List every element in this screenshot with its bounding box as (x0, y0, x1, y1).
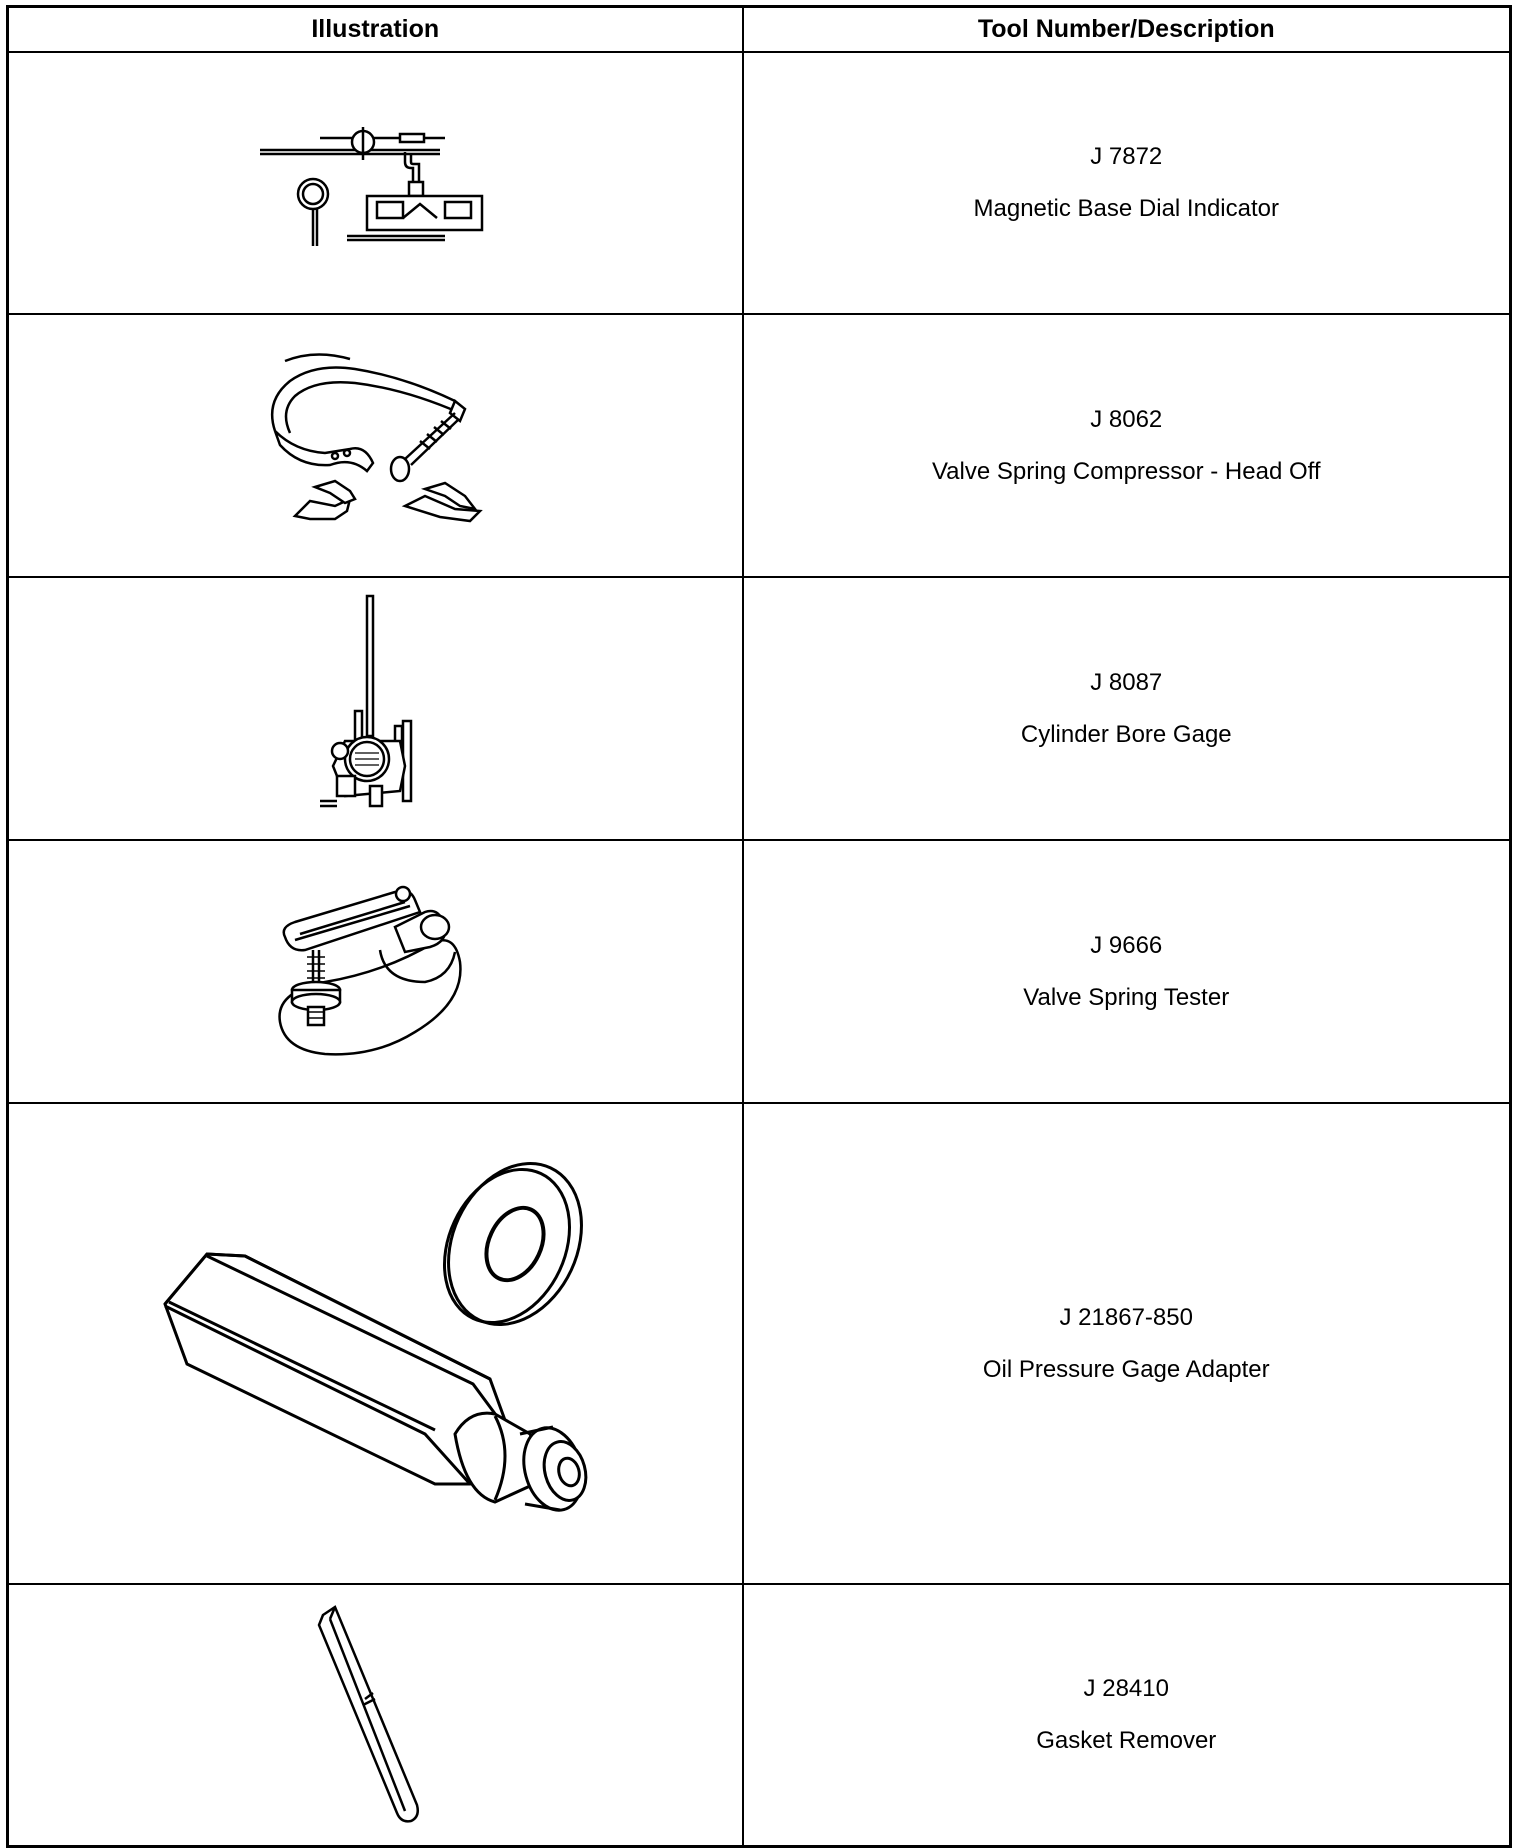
description-cell (743, 314, 1511, 577)
tool-description: Magnetic Base Dial Indicator (973, 195, 1279, 222)
cylinder-bore-gage-illustration (315, 591, 435, 826)
tool-description: Valve Spring Compressor - Head Off (931, 457, 1321, 485)
description-cell (743, 577, 1511, 840)
tool-number: J 9666 (1090, 931, 1163, 959)
valve-spring-tester-illustration (265, 872, 485, 1072)
illustration-cell (8, 314, 743, 577)
tool-number: J 7872 (1090, 143, 1163, 170)
oil-pressure-gage-adapter-illustration (135, 1134, 615, 1554)
header-row (8, 7, 1511, 53)
magnetic-base-dial-indicator-illustration (255, 118, 495, 248)
illustration-cell (8, 1584, 743, 1846)
tool-description: Gasket Remover (1036, 1726, 1217, 1754)
description-cell (743, 840, 1511, 1103)
gasket-remover-illustration (305, 1595, 445, 1835)
table-row (8, 840, 1511, 1103)
description-cell (743, 1103, 1511, 1584)
table-row (8, 52, 1511, 314)
table-row (8, 1103, 1511, 1584)
special-tools-table (6, 5, 1512, 1848)
illustration-column-header: Illustration (8, 7, 743, 53)
illustration-cell (8, 1103, 743, 1584)
table-row (8, 577, 1511, 840)
tool-number: J 8087 (1090, 668, 1163, 696)
table-row (8, 1584, 1511, 1846)
table-row (8, 314, 1511, 577)
illustration-cell (8, 577, 743, 840)
tool-description: Cylinder Bore Gage (1020, 720, 1232, 748)
tool-description: Oil Pressure Gage Adapter (982, 1355, 1270, 1383)
tool-description: Valve Spring Tester (1023, 983, 1230, 1011)
illustration-cell (8, 52, 743, 314)
description-cell (743, 52, 1511, 314)
valve-spring-compressor-illustration (255, 341, 495, 551)
tool-number: J 21867-850 (1059, 1303, 1193, 1331)
description-cell (743, 1584, 1511, 1846)
description-column-header: Tool Number/Description (743, 7, 1511, 53)
tool-number: J 8062 (1090, 405, 1163, 433)
tool-number: J 28410 (1083, 1674, 1169, 1702)
illustration-cell (8, 840, 743, 1103)
